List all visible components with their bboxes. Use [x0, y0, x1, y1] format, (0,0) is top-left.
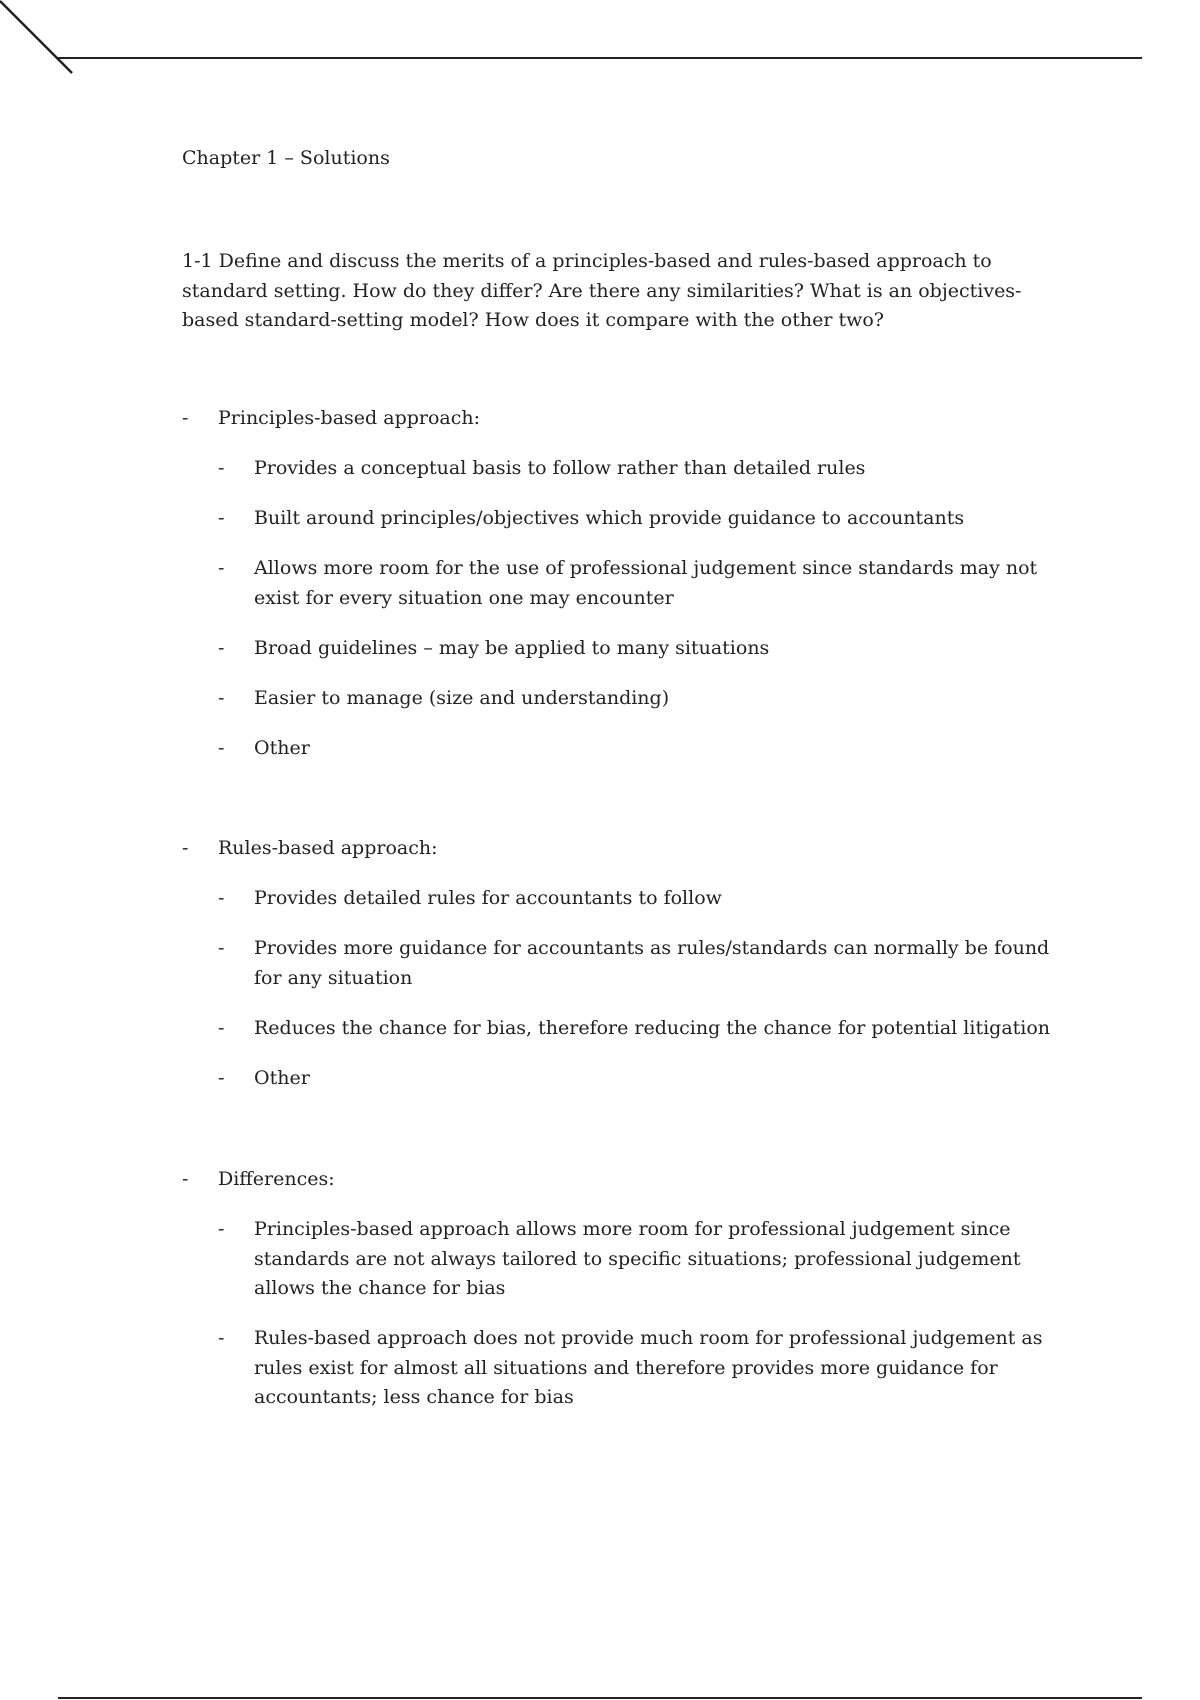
bullet-dash: - [182, 837, 189, 859]
sub-list [182, 454, 1062, 763]
question-text: 1-1 Define and discuss the merits of a principles-based and rules-based approach to standard setting. How do they differ? Are there any similarities? What is an objectives-based standard-setting model? How does it compare with the other two? [182, 250, 1022, 331]
list-item [182, 934, 1062, 993]
section-heading-text: Principles-based approach: [218, 407, 481, 429]
list-item-text: Easier to manage (size and understanding) [254, 686, 670, 709]
list-item [182, 684, 1062, 714]
bullet-dash: - [218, 937, 225, 959]
list-item-text: Principles-based approach allows more room for professional judgement since standards are not always tailored to specific situations; professional judgement allows the chance for bias [254, 1218, 1021, 1299]
bullet-dash: - [218, 457, 225, 479]
list-item-text: Broad guidelines – may be applied to many situations [254, 636, 770, 659]
section-heading [182, 404, 1062, 434]
list-item [182, 1064, 1062, 1094]
sub-list [182, 884, 1062, 1093]
list-item [182, 1324, 1062, 1413]
list-item [182, 634, 1062, 664]
bullet-dash: - [218, 1016, 225, 1039]
bullet-dash: - [218, 557, 225, 579]
list-item [182, 734, 1062, 764]
section-heading [182, 1165, 1062, 1195]
footer-rule [58, 1697, 1142, 1699]
list-item [182, 504, 1062, 534]
bullet-dash: - [218, 686, 225, 709]
bullet-dash: - [218, 736, 225, 759]
section-heading-text: Differences: [218, 1168, 335, 1190]
list-item [182, 1014, 1062, 1044]
sub-list [182, 1215, 1062, 1413]
list-item-text: Other [254, 1066, 310, 1089]
bullet-dash: - [218, 507, 225, 529]
corner-diagonal-line [0, 0, 80, 80]
header-rule [58, 57, 1142, 59]
list-item-text: Allows more room for the use of professional judgement since standards may not exist for every situation one may encounter [254, 557, 1038, 609]
bullet-dash: - [218, 887, 225, 909]
section-heading [182, 834, 1062, 864]
list-item [182, 884, 1062, 914]
list-item-text: Built around principles/objectives which provide guidance to accountants [254, 507, 965, 529]
list-item-text: Provides more guidance for accountants as rules/standards can normally be found for any situation [254, 937, 1050, 989]
section-principles-based [182, 404, 1062, 763]
list-item [182, 1215, 1062, 1304]
chapter-title: Chapter 1 – Solutions [182, 147, 390, 169]
section-rules-based [182, 834, 1062, 1093]
list-item [182, 554, 1062, 613]
bullet-dash: - [182, 407, 189, 429]
list-item-text: Reduces the chance for bias, therefore reducing the chance for potential litigation [254, 1016, 1051, 1039]
list-item-text: Rules-based approach does not provide much room for professional judgement as rules exist for almost all situations and therefore provides more guidance for accountants; less chance for bias [254, 1327, 1043, 1408]
list-item-text: Other [254, 736, 310, 759]
bullet-dash: - [218, 1066, 225, 1089]
bullet-dash: - [218, 1218, 225, 1240]
bullet-dash: - [218, 636, 225, 659]
section-differences [182, 1165, 1062, 1413]
list-item [182, 454, 1062, 484]
section-heading-text: Rules-based approach: [218, 837, 438, 859]
list-item-text: Provides detailed rules for accountants to follow [254, 887, 722, 909]
bullet-dash: - [182, 1168, 189, 1190]
list-item-text: Provides a conceptual basis to follow rather than detailed rules [254, 457, 866, 479]
bullet-dash: - [218, 1327, 225, 1349]
